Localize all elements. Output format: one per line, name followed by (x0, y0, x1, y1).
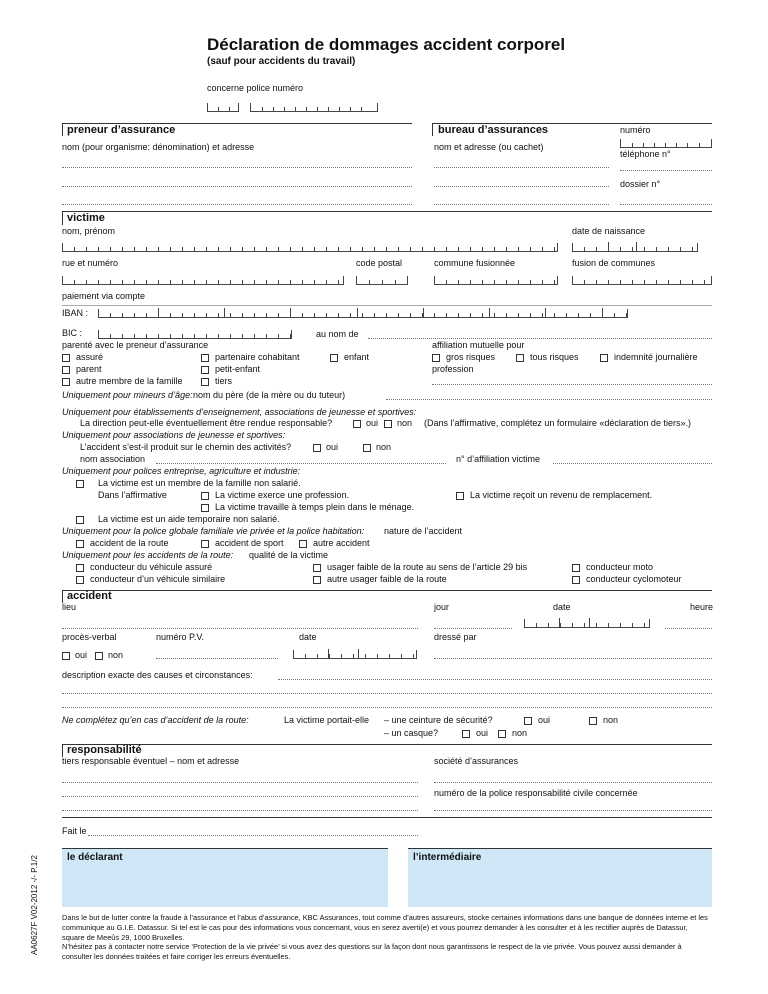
mutual-label: affiliation mutuelle pour (432, 340, 525, 350)
privacy-paragraph-1: Dans le but de lutter contre la fraude à l’assurance et l’abus d’assurance, KBC Assurances, tout comme d’autres assureurs, stocke certaines informations dans une banque de données interne et les communique au G.I.E. Datassur. Si tel est le cas pour des informations vous concernant, vous en serez averti(e) et vous pourrez demander à les consulter et à les rectifier auprès de Datassur, square de Meeûs 29, 1000 Bruxelles. (62, 913, 708, 942)
bureau-phone-label: téléphone n° (620, 149, 671, 159)
policy-number-prefix-field[interactable] (207, 103, 239, 112)
road-only-heading: Ne complétez qu’en cas d’accident de la route: (62, 715, 249, 725)
corp-family-checkbox[interactable] (76, 480, 84, 488)
day-label: jour (434, 602, 450, 612)
intermediary-label: l’intermédiaire (413, 852, 482, 863)
rc-policy-label: numéro de la police responsabilité civile concernée (434, 788, 638, 798)
corp-if-yes-label: Dans l’affirmative (98, 490, 167, 500)
report-label: procès-verbal (62, 632, 117, 642)
corp-income-checkbox[interactable] (456, 492, 464, 500)
third-party-line-3[interactable] (62, 810, 418, 811)
payment-label: paiement via compte (62, 291, 146, 301)
wore-label: La victime portait-elle (284, 715, 370, 725)
victime-tick (62, 211, 63, 225)
road-moped-label: conducteur cyclomoteur (586, 574, 682, 584)
pv-number-field[interactable] (156, 658, 278, 659)
victime-rule (62, 211, 712, 212)
fam-sport-label: accident de sport (215, 538, 284, 548)
report-yes-checkbox[interactable] (62, 652, 70, 660)
bureau-line-3[interactable] (434, 204, 609, 205)
schools-question: La direction peut-elle éventuellement être rendue responsable? (80, 418, 333, 428)
youth-question: L’accident s’est-il produit sur le chemin des activités? (80, 442, 292, 452)
road-quality-label: qualité de la victime (249, 550, 329, 560)
preneur-tick (62, 123, 63, 136)
mut-daily-label: indemnité journalière (614, 352, 698, 362)
preneur-line-3[interactable] (62, 204, 412, 205)
corp-heading: Uniquement pour polices entreprise, agriculture et industrie: (62, 466, 301, 476)
family-heading: Uniquement pour la police globale familiale vie privée et la police habitation: (62, 526, 365, 536)
bureau-name-label: nom et adresse (ou cachet) (434, 142, 544, 152)
bic-field[interactable] (98, 330, 292, 339)
schools-no-label: non (397, 418, 413, 428)
street-field[interactable] (62, 276, 344, 285)
bureau-file-label: dossier n° (620, 179, 661, 189)
rel-family-label: autre membre de la famille (76, 376, 183, 386)
association-name-label: nom association (80, 454, 146, 464)
drawn-by-field[interactable] (434, 658, 712, 659)
association-name-field[interactable] (156, 463, 446, 464)
bic-label: BIC : (62, 328, 83, 338)
youth-yes-checkbox[interactable] (313, 444, 321, 452)
rel-insured-checkbox[interactable] (62, 354, 70, 362)
preneur-name-label: nom (pour organisme: dénomination) et adresse (62, 142, 255, 152)
preneur-heading: preneur d’assurance (67, 124, 176, 136)
insurer-field[interactable] (434, 782, 712, 783)
road-other-weak-checkbox[interactable] (313, 576, 321, 584)
road-similar-label: conducteur d’un véhicule similaire (90, 574, 226, 584)
road-weak29-checkbox[interactable] (313, 564, 321, 572)
youth-no-label: non (376, 442, 392, 452)
drawn-by-label: dressé par (434, 632, 477, 642)
mut-big-label: gros risques (446, 352, 496, 362)
bureau-number-label: numéro (620, 125, 651, 135)
fusion-field[interactable] (572, 276, 712, 285)
road-moped-checkbox[interactable] (572, 576, 580, 584)
page-subtitle: (sauf pour accidents du travail) (207, 56, 356, 67)
road-weak29-label: usager faible de la route au sens de l’article 29 bis (327, 562, 528, 572)
bureau-tick (432, 123, 433, 136)
insurer-label: société d’assurances (434, 756, 519, 766)
victim-name-label: nom, prénom (62, 226, 116, 236)
policy-number-field[interactable] (250, 103, 378, 112)
done-field[interactable] (88, 835, 418, 836)
description-line-2[interactable] (62, 693, 712, 694)
account-name-field[interactable] (368, 338, 712, 339)
belt-no-checkbox[interactable] (589, 717, 597, 725)
third-party-line-1[interactable] (62, 782, 418, 783)
road-moto-label: conducteur moto (586, 562, 654, 572)
youth-heading: Uniquement pour associations de jeunesse et sportives: (62, 430, 286, 440)
bureau-number-field[interactable] (620, 139, 712, 148)
helmet-yes-checkbox[interactable] (462, 730, 470, 738)
postal-field[interactable] (356, 276, 408, 285)
pv-date-field[interactable] (293, 650, 417, 659)
victim-name-field[interactable] (62, 243, 558, 252)
fam-other-label: autre accident (313, 538, 370, 548)
belt-no-label: non (603, 715, 619, 725)
victime-heading: victime (67, 212, 105, 224)
report-no-label: non (108, 650, 124, 660)
policy-number-label: concerne police numéro (207, 83, 304, 93)
affiliation-field[interactable] (553, 463, 712, 464)
rel-partner-label: partenaire cohabitant (215, 352, 300, 362)
bureau-file-field[interactable] (620, 204, 712, 205)
rel-family-checkbox[interactable] (62, 378, 70, 386)
preneur-line-2[interactable] (62, 186, 412, 187)
place-field[interactable] (62, 628, 418, 629)
date-label: date (553, 602, 571, 612)
declarant-label: le déclarant (67, 852, 123, 863)
report-yes-label: oui (75, 650, 88, 660)
responsabilite-bottom-rule (62, 817, 712, 818)
privacy-paragraph-2: N’hésitez pas à contacter notre service ‘Protection de la vie privée’ si vous avez des questions sur la façon dont nous garantissons le respect de la vie privée. Vous pouvez aussi demander à consulter les données traitées et faire corriger les erreurs éventuelles. (62, 942, 682, 962)
mut-daily-checkbox[interactable] (600, 354, 608, 362)
mut-big-checkbox[interactable] (432, 354, 440, 362)
mut-all-label: tous risques (530, 352, 579, 362)
belt-label: – une ceinture de sécurité? (384, 715, 493, 725)
description-line-3[interactable] (62, 707, 712, 708)
road-other-weak-label: autre usager faible de la route (327, 574, 447, 584)
rel-child-checkbox[interactable] (330, 354, 338, 362)
responsabilite-heading: responsabilité (67, 744, 142, 756)
place-label: lieu (62, 602, 77, 612)
corp-income-label: La victime reçoit un revenu de remplacement. (470, 490, 653, 500)
rel-child-label: enfant (344, 352, 370, 362)
account-name-label: au nom de (316, 329, 359, 339)
iban-field[interactable] (98, 309, 628, 318)
description-line-1[interactable] (278, 679, 712, 680)
minors-label: nom du père (de la mère ou du tuteur) (193, 390, 346, 400)
corp-profession-label: La victime exerce une profession. (215, 490, 350, 500)
helmet-label: – un casque? (384, 728, 439, 738)
pv-date-label: date (299, 632, 317, 642)
accident-heading: accident (67, 590, 112, 602)
responsabilite-rule (62, 744, 712, 745)
helmet-no-label: non (512, 728, 528, 738)
birth-date-label: date de naissance (572, 226, 646, 236)
third-party-label: tiers responsable éventuel – nom et adresse (62, 756, 240, 766)
fam-road-label: accident de la route (90, 538, 169, 548)
description-label: description exacte des causes et circonstances: (62, 670, 253, 680)
birth-date-field[interactable] (572, 243, 698, 252)
date-field[interactable] (524, 619, 650, 628)
schools-heading: Uniquement pour établissements d’enseignement, associations de jeunesse et sportives: (62, 407, 417, 417)
rel-parent-label: parent (76, 364, 102, 374)
rel-third-checkbox[interactable] (201, 378, 209, 386)
done-label: Fait le (62, 826, 87, 836)
report-no-checkbox[interactable] (95, 652, 103, 660)
bureau-phone-field[interactable] (620, 170, 712, 171)
schools-note: (Dans l’affirmative, complétez un formulaire «déclaration de tiers».) (424, 418, 691, 428)
privacy-notice (62, 913, 712, 962)
schools-yes-label: oui (366, 418, 379, 428)
profession-label: profession (432, 364, 474, 374)
rel-third-label: tiers (215, 376, 233, 386)
fam-other-checkbox[interactable] (299, 540, 307, 548)
helmet-yes-label: oui (476, 728, 489, 738)
third-party-line-2[interactable] (62, 796, 418, 797)
rel-insured-label: assuré (76, 352, 104, 362)
bureau-line-1[interactable] (434, 167, 609, 168)
relation-label: parenté avec le preneur d’assurance (62, 340, 209, 350)
corp-fulltime-checkbox[interactable] (201, 504, 209, 512)
mut-all-checkbox[interactable] (516, 354, 524, 362)
day-field[interactable] (434, 628, 512, 629)
road-moto-checkbox[interactable] (572, 564, 580, 572)
road-similar-checkbox[interactable] (76, 576, 84, 584)
commune-field[interactable] (434, 276, 558, 285)
rel-partner-checkbox[interactable] (201, 354, 209, 362)
road-heading: Uniquement pour les accidents de la route: (62, 550, 234, 560)
bureau-heading: bureau d’assurances (438, 124, 549, 136)
corp-temp-label: La victime est un aide temporaire non salarié. (98, 514, 280, 524)
accident-rule (62, 590, 712, 591)
youth-no-checkbox[interactable] (363, 444, 371, 452)
hour-label: heure (690, 602, 714, 612)
road-driver-label: conducteur du véhicule assuré (90, 562, 213, 572)
rel-parent-checkbox[interactable] (62, 366, 70, 374)
fam-road-checkbox[interactable] (76, 540, 84, 548)
fusion-label: fusion de communes (572, 258, 656, 268)
pv-number-label: numéro P.V. (156, 632, 205, 642)
profession-field[interactable] (432, 384, 712, 385)
helmet-no-checkbox[interactable] (498, 730, 506, 738)
hour-field[interactable] (665, 628, 712, 629)
rel-grandchild-checkbox[interactable] (201, 366, 209, 374)
rc-policy-field[interactable] (434, 810, 712, 811)
street-label: rue et numéro (62, 258, 119, 268)
preneur-line-1[interactable] (62, 167, 412, 168)
belt-yes-label: oui (538, 715, 551, 725)
minors-heading: Uniquement pour mineurs d’âge: (62, 390, 193, 400)
corp-temp-checkbox[interactable] (76, 516, 84, 524)
postal-label: code postal (356, 258, 403, 268)
fam-sport-checkbox[interactable] (201, 540, 209, 548)
schools-no-checkbox[interactable] (384, 420, 392, 428)
iban-label: IBAN : (62, 308, 89, 318)
corp-profession-checkbox[interactable] (201, 492, 209, 500)
corp-family-label: La victime est un membre de la famille non salarié. (98, 478, 301, 488)
youth-yes-label: oui (326, 442, 339, 452)
belt-yes-checkbox[interactable] (524, 717, 532, 725)
corp-fulltime-label: La victime travaille à temps plein dans le ménage. (215, 502, 415, 512)
bureau-line-2[interactable] (434, 186, 609, 187)
form-reference-code: AA0627F V02-2012 -/- P.1/2 (30, 855, 39, 955)
schools-yes-checkbox[interactable] (353, 420, 361, 428)
family-nature-label: nature de l’accident (384, 526, 463, 536)
commune-label: commune fusionnée (434, 258, 516, 268)
minors-field[interactable] (386, 399, 712, 400)
road-driver-checkbox[interactable] (76, 564, 84, 572)
page-title: Déclaration de dommages accident corporel (207, 35, 566, 54)
rel-grandchild-label: petit-enfant (215, 364, 261, 374)
affiliation-label: n° d’affiliation victime (456, 454, 540, 464)
payment-rule (62, 305, 712, 306)
